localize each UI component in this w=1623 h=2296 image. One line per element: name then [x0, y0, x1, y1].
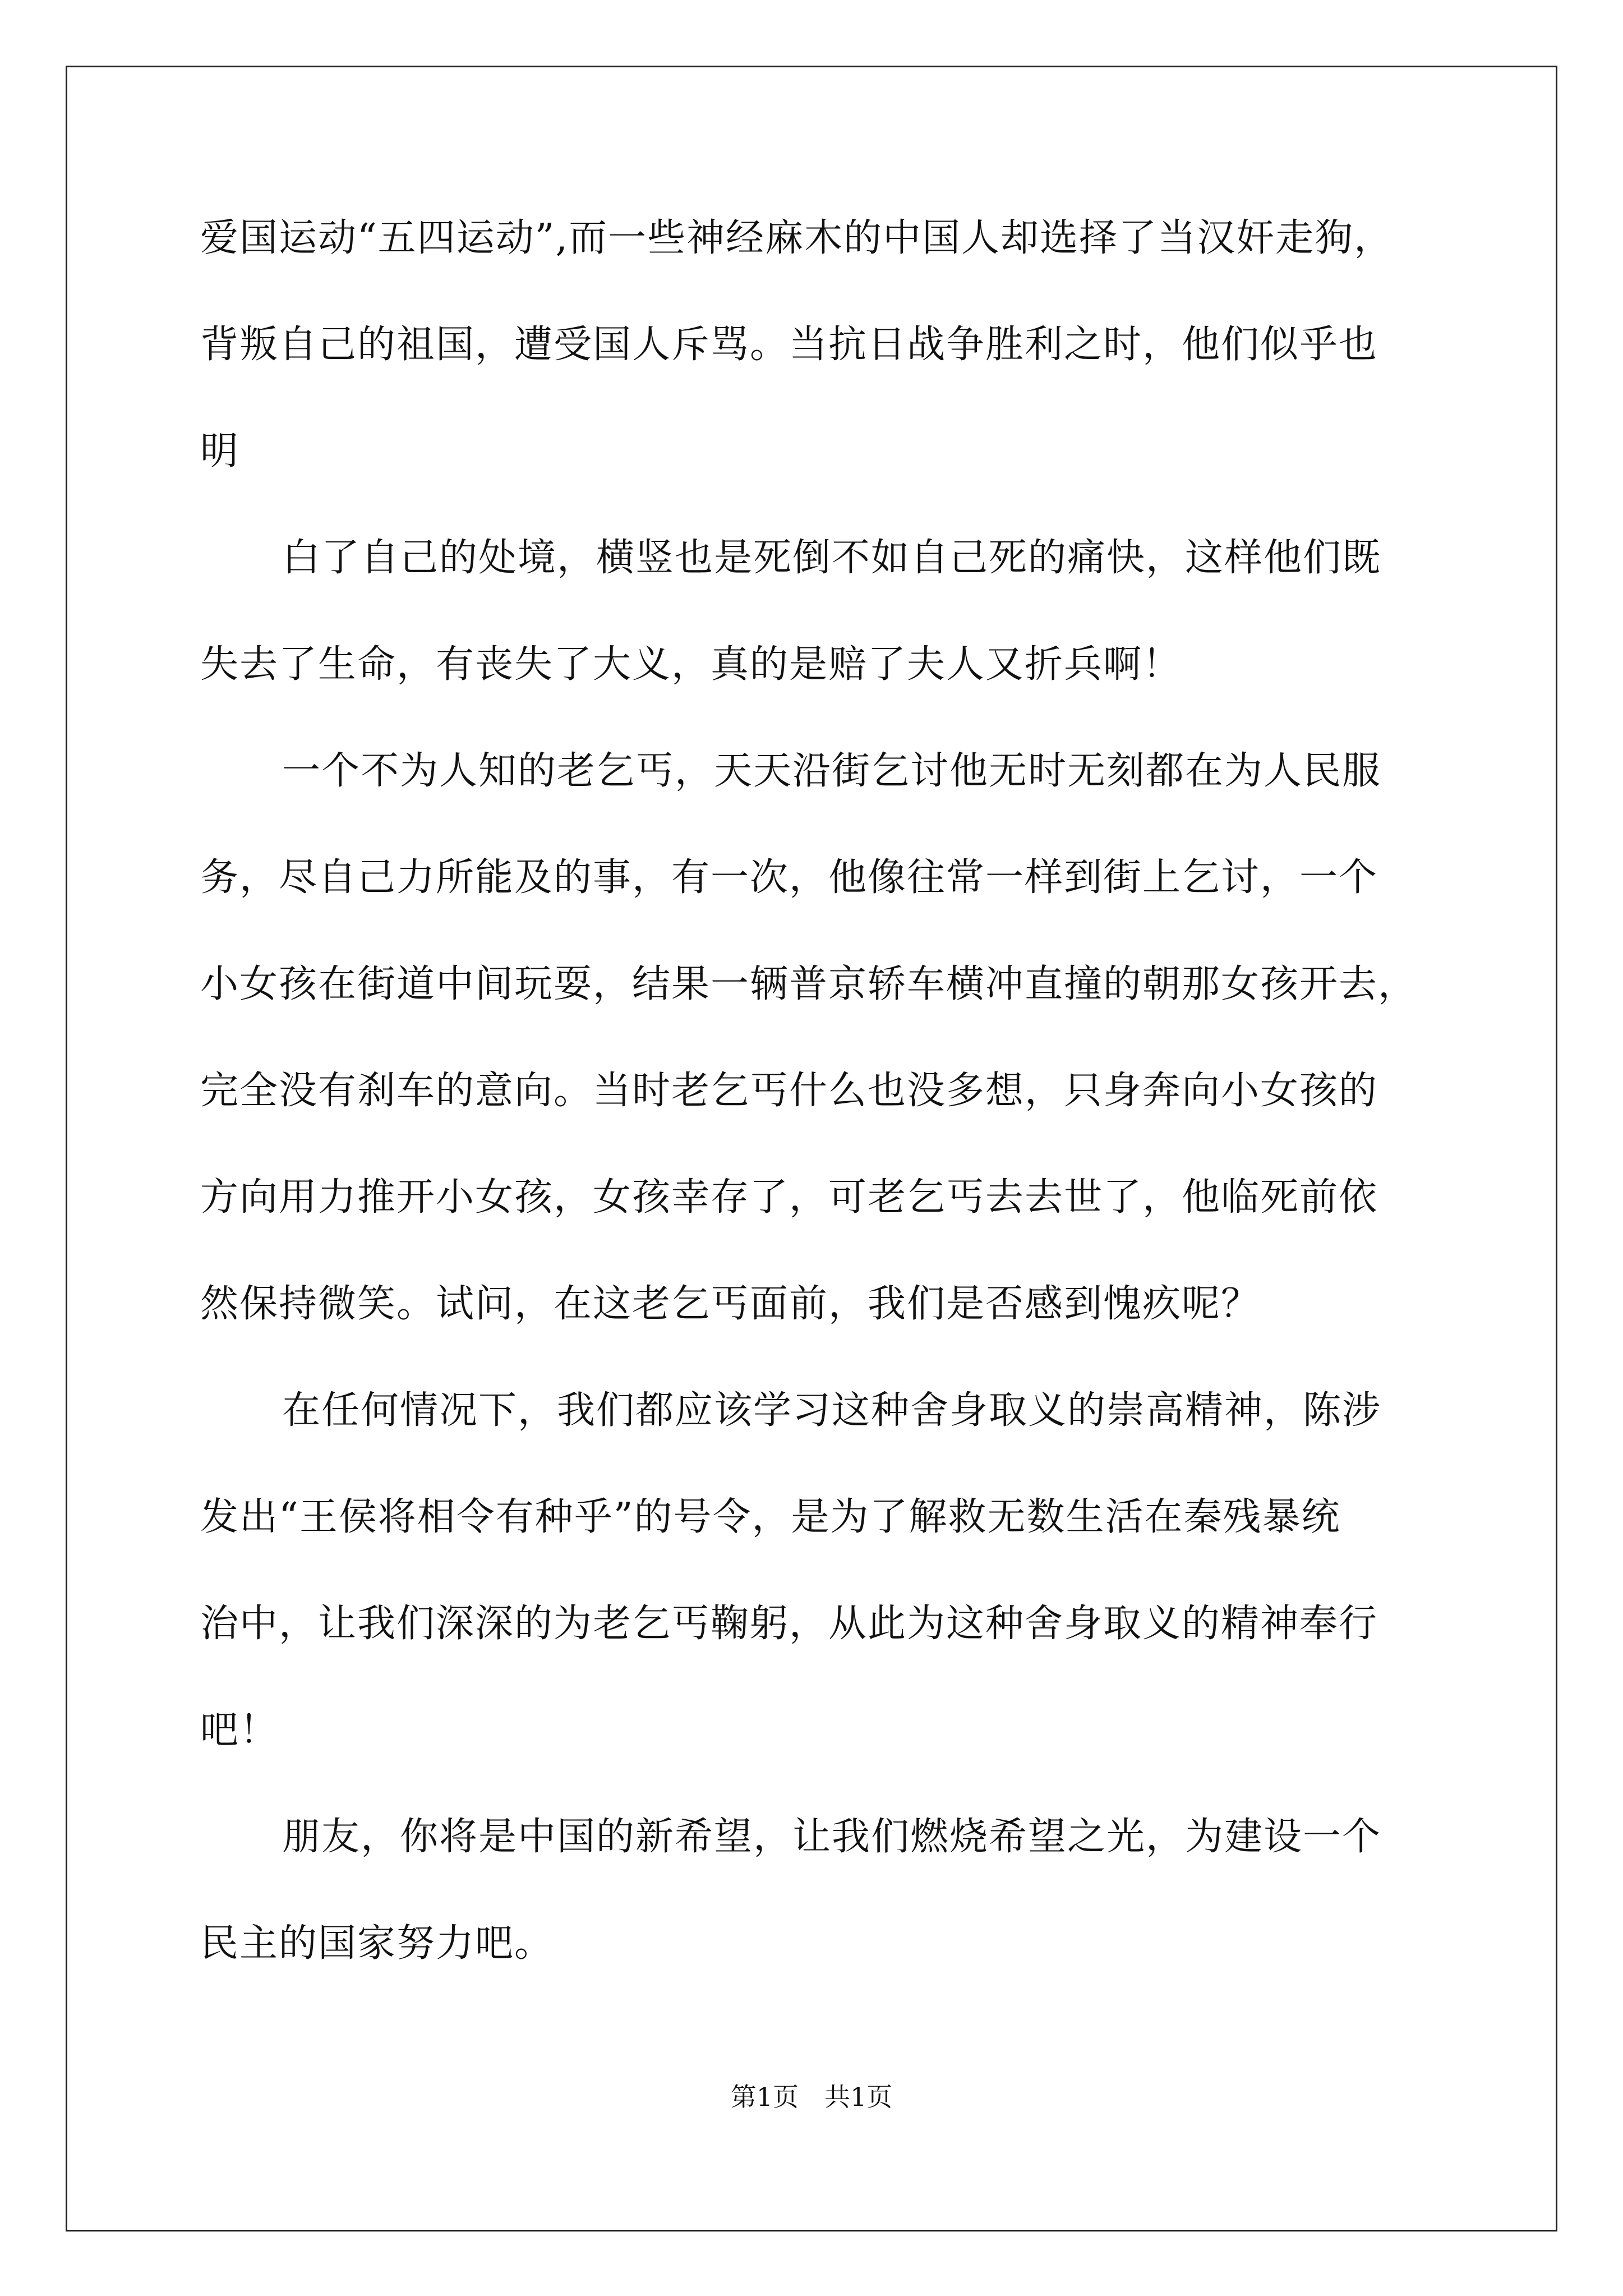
- text-line: 务，尽自己力所能及的事，有一次，他像往常一样到街上乞讨，一个: [200, 855, 1378, 900]
- text-line: 方向用力推开小女孩，女孩幸存了，可老乞丐去去世了，他临死前依: [200, 1175, 1378, 1220]
- text-line: 失去了生命，有丧失了大义，真的是赔了夫人又折兵啊！: [200, 642, 1182, 687]
- page-total: 共1页: [824, 2082, 893, 2112]
- text-line: 然保持微笑。试问，在这老乞丐面前，我们是否感到愧疚呢？: [200, 1282, 1261, 1326]
- document-body: [200, 185, 1434, 1997]
- page-footer: [0, 2080, 1623, 2114]
- text-line: 民主的国家努力吧。: [200, 1921, 554, 1966]
- text-line: 小女孩在街道中间玩耍，结果一辆普京轿车横冲直撞的朝那女孩开去，: [200, 962, 1418, 1006]
- paragraph-start-line: 一个不为人知的老乞丐，天天沿街乞讨他无时无刻都在为人民服: [282, 749, 1382, 793]
- paragraph-start-line: 在任何情况下，我们都应该学习这种舍身取义的崇高精神，陈涉: [282, 1388, 1382, 1433]
- page-number: 第1页: [730, 2082, 799, 2112]
- text-line: 爱国运动“五四运动”,而一些神经麻木的中国人却选择了当汉奸走狗，: [200, 216, 1394, 260]
- paragraph-start-line: 朋友，你将是中国的新希望，让我们燃烧希望之光，为建设一个: [282, 1815, 1382, 1859]
- text-line: 吧！: [200, 1708, 279, 1752]
- paragraph-start-line: 白了自己的处境，横竖也是死倒不如自己死的痛快，这样他们既: [282, 536, 1382, 580]
- text-line: 完全没有刹车的意向。当时老乞丐什么也没多想，只身奔向小女孩的: [200, 1069, 1378, 1113]
- text-line: 发出“王侯将相令有种乎”的号令，是为了解救无数生活在秦残暴统: [200, 1495, 1341, 1539]
- text-line: 明: [200, 429, 240, 473]
- text-line: 背叛自己的祖国，遭受国人斥骂。当抗日战争胜利之时，他们似乎也: [200, 323, 1378, 367]
- text-line: 治中，让我们深深的为老乞丐鞠躬，从此为这种舍身取义的精神奉行: [200, 1602, 1378, 1646]
